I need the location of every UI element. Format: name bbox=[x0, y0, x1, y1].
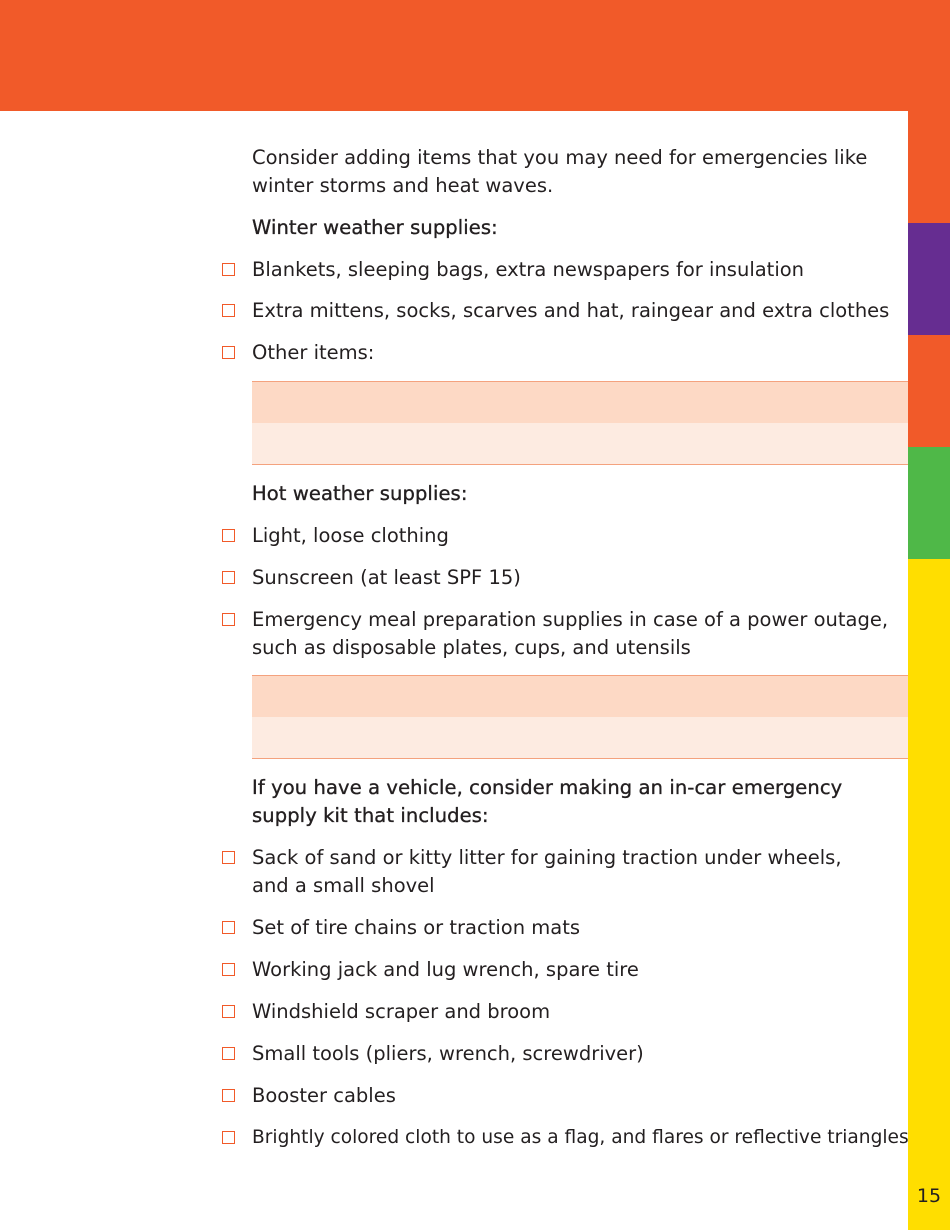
vehicle-heading-line-2: supply kit that includes: bbox=[252, 804, 489, 827]
item-label: Emergency meal preparation supplies in case of a power outage, bbox=[252, 608, 889, 631]
write-in-line-1[interactable] bbox=[252, 382, 908, 423]
section-tab-yellow[interactable] bbox=[908, 559, 950, 1230]
checkbox[interactable] bbox=[222, 1047, 235, 1060]
section-tab-orange-2[interactable] bbox=[908, 335, 950, 447]
item-label: Other items: bbox=[252, 341, 375, 364]
other-items-write-in-field[interactable] bbox=[252, 381, 908, 465]
checkbox[interactable] bbox=[222, 346, 235, 359]
checkbox[interactable] bbox=[222, 571, 235, 584]
checkbox[interactable] bbox=[222, 963, 235, 976]
section-tab-purple[interactable] bbox=[908, 223, 950, 335]
section-tab-orange[interactable] bbox=[908, 111, 950, 223]
write-in-line-2[interactable] bbox=[252, 717, 908, 758]
checkbox[interactable] bbox=[222, 1089, 235, 1102]
item-label: Light, loose clothing bbox=[252, 524, 449, 547]
write-in-line-1[interactable] bbox=[252, 676, 908, 717]
item-label: Extra mittens, socks, scarves and hat, raingear and extra clothes bbox=[252, 299, 890, 322]
hot-write-in-field[interactable] bbox=[252, 675, 908, 759]
winter-heading: Winter weather supplies: bbox=[252, 216, 498, 239]
item-label: Blankets, sleeping bags, extra newspapers for insulation bbox=[252, 258, 805, 281]
item-label: Booster cables bbox=[252, 1084, 396, 1107]
checkbox[interactable] bbox=[222, 1005, 235, 1018]
checkbox[interactable] bbox=[222, 529, 235, 542]
checkbox[interactable] bbox=[222, 304, 235, 317]
item-label-continued: and a small shovel bbox=[252, 874, 435, 897]
item-label: Sack of sand or kitty litter for gaining traction under wheels, bbox=[252, 846, 842, 869]
checkbox[interactable] bbox=[222, 1131, 235, 1144]
checkbox[interactable] bbox=[222, 921, 235, 934]
item-label: Working jack and lug wrench, spare tire bbox=[252, 958, 639, 981]
intro-text-line-1: Consider adding items that you may need for emergencies like bbox=[252, 146, 868, 169]
page-number: 15 bbox=[916, 1185, 942, 1207]
header-band bbox=[0, 0, 950, 111]
item-label: Small tools (pliers, wrench, screwdriver) bbox=[252, 1042, 644, 1065]
vehicle-heading-line-1: If you have a vehicle, consider making an in-car emergency bbox=[252, 776, 843, 799]
section-tab-green[interactable] bbox=[908, 447, 950, 559]
item-label: Brightly colored cloth to use as a flag, and flares or reflective triangles bbox=[252, 1127, 909, 1148]
hot-heading: Hot weather supplies: bbox=[252, 482, 468, 505]
intro-text-line-2: winter storms and heat waves. bbox=[252, 174, 554, 197]
checkbox[interactable] bbox=[222, 851, 235, 864]
checkbox[interactable] bbox=[222, 263, 235, 276]
item-label: Windshield scraper and broom bbox=[252, 1000, 551, 1023]
item-label: Set of tire chains or traction mats bbox=[252, 916, 581, 939]
item-label-continued: such as disposable plates, cups, and utensils bbox=[252, 636, 691, 659]
checkbox[interactable] bbox=[222, 613, 235, 626]
item-label: Sunscreen (at least SPF 15) bbox=[252, 566, 521, 589]
write-in-line-2[interactable] bbox=[252, 423, 908, 464]
